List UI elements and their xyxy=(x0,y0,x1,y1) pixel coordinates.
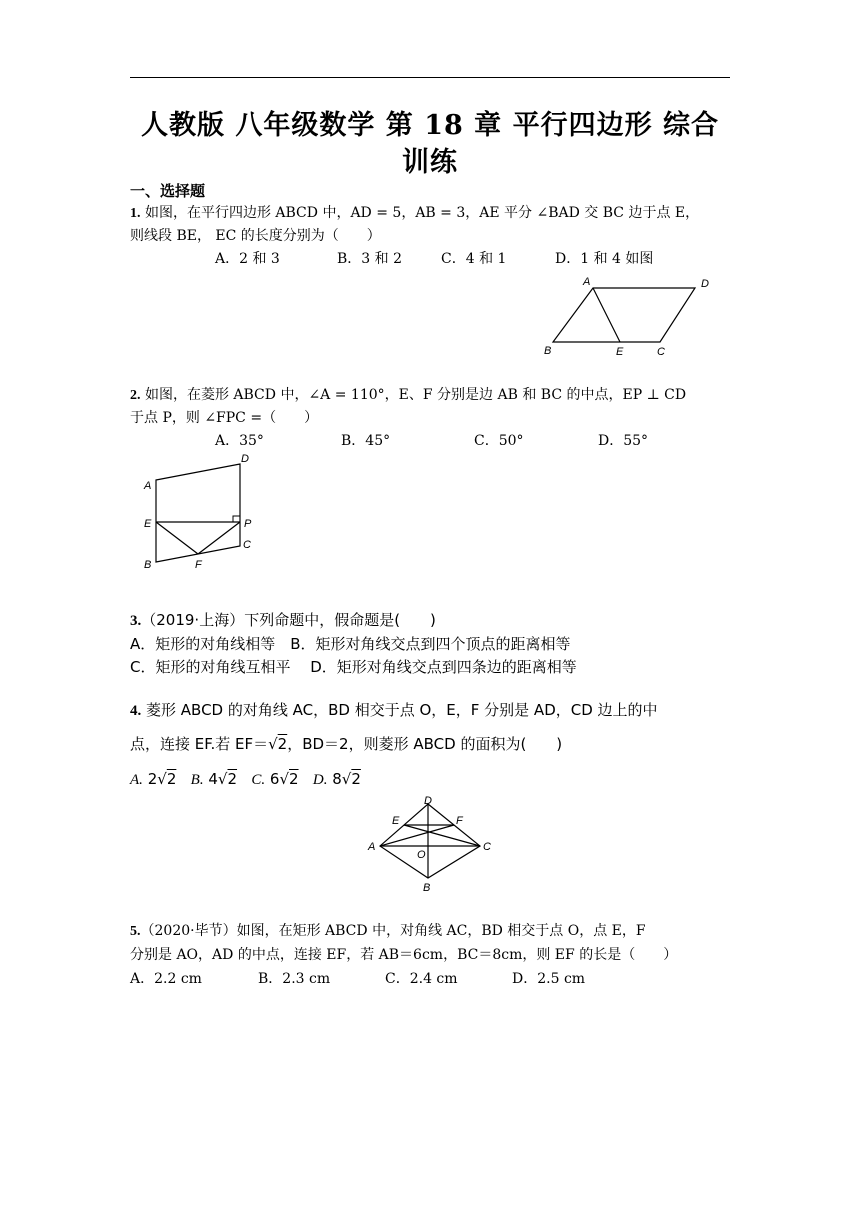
header-rule xyxy=(130,77,730,78)
q1-line1 xyxy=(130,203,730,224)
q4-label-c: C xyxy=(483,841,491,853)
q4-option-c-coef: 6 xyxy=(269,770,280,788)
q4-line2: 点，连接 EF.若 EF＝√2，BD＝2，则菱形 ABCD 的面积为( ) xyxy=(130,735,563,753)
q2-label-d: D xyxy=(241,453,249,465)
q4-option-c-letter: C. xyxy=(251,772,266,788)
q2-label-f: F xyxy=(195,559,202,571)
q2-segment-ef xyxy=(156,522,198,554)
q4-option-b-root: 2 xyxy=(227,770,238,788)
q4-option-a-root: 2 xyxy=(166,770,177,788)
q4-line1 xyxy=(130,700,730,721)
q4-option-b-coef: 4 xyxy=(208,770,218,788)
q2-stem-2: 于点 P，则 ∠FPC =（ ） xyxy=(130,410,319,426)
document-title-line2: 训练 xyxy=(402,147,458,178)
q4-stem-root: 2 xyxy=(277,735,288,753)
q2-label-p: P xyxy=(244,518,252,530)
q5-stem-2: 分别是 AO，AD 的中点，连接 EF，若 AB＝6cm，BC＝8cm，则 EF 的长是（ ） xyxy=(130,947,678,963)
q4-label-o: O xyxy=(417,849,426,861)
q4-option-d-letter: D. xyxy=(312,772,328,788)
q1-parallelogram-figure xyxy=(535,268,735,363)
q2-option-b: B．45° xyxy=(341,433,391,449)
q3-options-ab: A．矩形的对角线相等 B．矩形对角线交点到四个顶点的距离相等 xyxy=(130,635,571,653)
q2-right-angle-mark xyxy=(233,516,240,522)
q5-option-a: A．2.2 cm xyxy=(130,971,202,987)
q1-option-b: B．3 和 2 xyxy=(337,251,403,267)
q4-option-a-coef: 2 xyxy=(147,770,158,788)
q5-options xyxy=(130,969,730,989)
q2-option-a: A．35° xyxy=(215,433,264,449)
q1-stem-1: 如图，在平行四边形 ABCD 中，AD = 5，AB = 3，AE 平分 ∠BAD 交 BC 边于点 E， xyxy=(140,205,700,221)
q4-stem-2b: ，BD＝2，则菱形 ABCD 的面积为( ) xyxy=(287,735,563,753)
q3-stem: （2019·上海）下列命题中，假命题是( ) xyxy=(141,611,436,629)
q1-parallelogram-shape xyxy=(553,288,695,342)
q1-label-a: A xyxy=(583,276,591,288)
q3-number: 3. xyxy=(130,613,142,629)
q2-rhombus-shape xyxy=(156,464,240,562)
q5-option-d: D．2.5 cm xyxy=(512,971,586,987)
q2-label-c: C xyxy=(243,539,251,551)
q4-rhombus-figure xyxy=(360,792,500,894)
q4-label-e: E xyxy=(392,815,400,827)
q4-label-d: D xyxy=(424,795,432,807)
q4-stem-1: 菱形 ABCD 的对角线 AC，BD 相交于点 O，E，F 分别是 AD，CD 边上的中 xyxy=(141,701,658,719)
q2-option-c: C．50° xyxy=(474,433,524,449)
q4-option-d-coef: 8 xyxy=(332,770,342,788)
q5-stem-1: （2020·毕节）如图，在矩形 ABCD 中，对角线 AC，BD 相交于点 O，点 E，F xyxy=(140,923,646,939)
q1-options xyxy=(215,249,695,269)
q5-option-b: B．2.3 cm xyxy=(258,971,331,987)
q1-bisector-ae xyxy=(593,288,620,342)
q1-label-d: D xyxy=(701,278,709,290)
q2-rhombus-figure xyxy=(138,450,263,575)
document-title-line1: 人教版 八年级数学 第 18 章 平行四边形 综合 xyxy=(141,110,719,141)
q4-options: A. 2√2 B. 4√2 C. 6√2 D. 8√2 xyxy=(130,770,361,788)
q5-line1 xyxy=(130,921,730,942)
q3-line1 xyxy=(130,610,730,631)
q4-stem-2a: 点，连接 EF.若 EF＝ xyxy=(130,735,269,753)
q2-label-b: B xyxy=(144,559,152,571)
q2-segment-fp xyxy=(198,522,240,554)
q4-option-c-root: 2 xyxy=(289,770,299,788)
q2-line1 xyxy=(130,385,730,406)
q3-options-cd: C．矩形的对角线互相平 D．矩形对角线交点到四条边的距离相等 xyxy=(130,658,577,676)
q5-number: 5. xyxy=(130,924,141,939)
q2-label-a: A xyxy=(144,480,152,492)
q1-stem-2: 则线段 BE， EC 的长度分别为（ ） xyxy=(130,228,381,244)
q2-option-d: D．55° xyxy=(598,433,649,449)
q4-label-f: F xyxy=(456,815,463,827)
q1-label-b: B xyxy=(544,345,552,357)
q4-option-a-letter: A. xyxy=(130,772,143,788)
q4-number: 4. xyxy=(130,703,142,719)
q4-option-d-root: 2 xyxy=(351,770,361,788)
q2-number: 2. xyxy=(130,388,141,403)
q4-label-a: A xyxy=(368,841,376,853)
section-heading: 一、选择题 xyxy=(130,182,206,200)
q1-option-c: C．4 和 1 xyxy=(441,251,507,267)
q1-label-c: C xyxy=(657,346,665,358)
q1-label-e: E xyxy=(616,346,624,358)
q1-number: 1. xyxy=(130,206,141,221)
q1-option-a: A．2 和 3 xyxy=(215,251,280,267)
q2-options xyxy=(215,431,695,451)
q2-label-e: E xyxy=(144,518,152,530)
q2-stem-1: 如图，在菱形 ABCD 中，∠A = 110°，E、F 分别是边 AB 和 BC 的中点，EP ⊥ CD xyxy=(140,387,687,403)
q4-option-b-letter: B. xyxy=(190,772,204,788)
q4-label-b: B xyxy=(423,882,431,894)
q1-option-d: D．1 和 4 如图 xyxy=(555,251,654,267)
q5-option-c: C．2.4 cm xyxy=(385,971,458,987)
